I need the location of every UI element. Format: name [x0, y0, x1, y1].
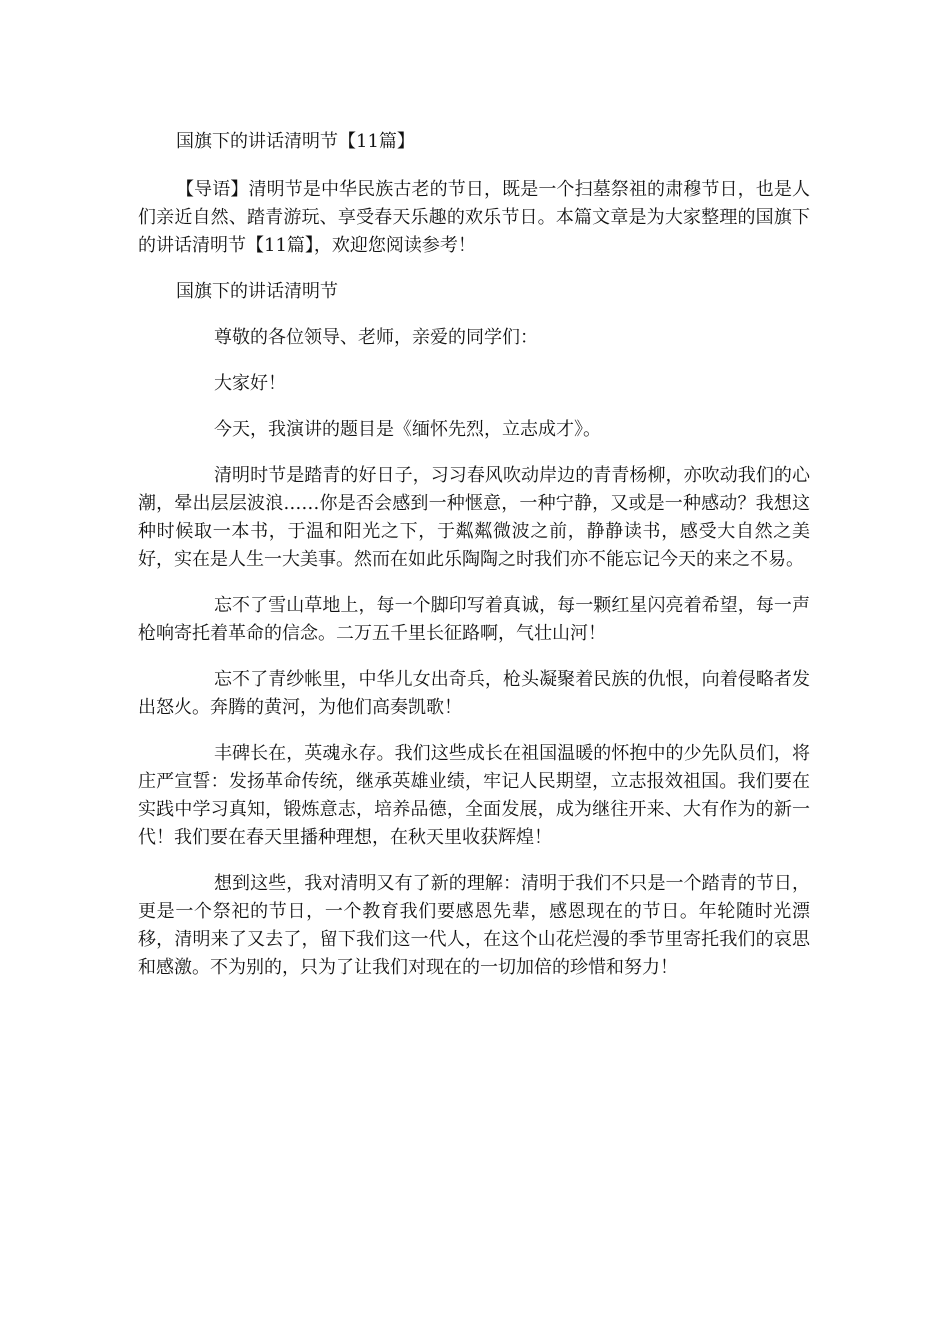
body-paragraph-3: 忘不了青纱帐里，中华儿女出奇兵，枪头凝聚着民族的仇恨，向着侵略者发出怒火。奔腾的黄河，为他们高奏凯歌！	[138, 669, 810, 718]
document-body	[138, 128, 810, 1000]
hello-line: 大家好！	[214, 373, 286, 394]
section-subtitle: 国旗下的讲话清明节	[176, 281, 338, 302]
body-paragraph-2: 忘不了雪山草地上，每一个脚印写着真诚，每一颗红星闪亮着希望，每一声枪响寄托着革命的信念。二万五千里长征路啊，气壮山河！	[138, 595, 810, 644]
body-paragraph-4: 丰碑长在，英魂永存。我们这些成长在祖国温暖的怀抱中的少先队员们，将庄严宣誓：发扬革命传统，继承英雄业绩，牢记人民期望，立志报效祖国。我们要在实践中学习真知，锻炼意志，培养品德，全面发展，成为继往开来、大有作为的新一代！我们要在春天里播种理想，在秋天里收获辉煌！	[138, 743, 810, 848]
document-title: 国旗下的讲话清明节【11篇】	[176, 131, 415, 152]
topic-line: 今天，我演讲的题目是《缅怀先烈，立志成才》。	[214, 419, 601, 440]
body-paragraph-5: 想到这些，我对清明又有了新的理解：清明于我们不只是一个踏青的节日，更是一个祭祀的节日，一个教育我们要感恩先辈，感恩现在的节日。年轮随时光漂移，清明来了又去了，留下我们这一代人，在这个山花烂漫的季节里寄托我们的哀思和感激。不为别的，只为了让我们对现在的一切加倍的珍惜和努力！	[138, 873, 810, 978]
greeting-line: 尊敬的各位领导、老师，亲爱的同学们：	[214, 327, 538, 348]
intro-paragraph: 【导语】清明节是中华民族古老的节日，既是一个扫墓祭祖的肃穆节日，也是人们亲近自然、踏青游玩、享受春天乐趣的欢乐节日。本篇文章是为大家整理的国旗下的讲话清明节【11篇】，欢迎您阅读参考！	[138, 179, 810, 256]
body-paragraph-1: 清明时节是踏青的好日子，习习春风吹动岸边的青青杨柳，亦吹动我们的心潮，晕出层层波浪……你是否会感到一种惬意，一种宁静，又或是一种感动？我想这种时候取一本书，于温和阳光之下，于粼粼微波之前，静静读书，感受大自然之美好，实在是人生一大美事。然而在如此乐陶陶之时我们亦不能忘记今天的来之不易。	[138, 465, 810, 570]
